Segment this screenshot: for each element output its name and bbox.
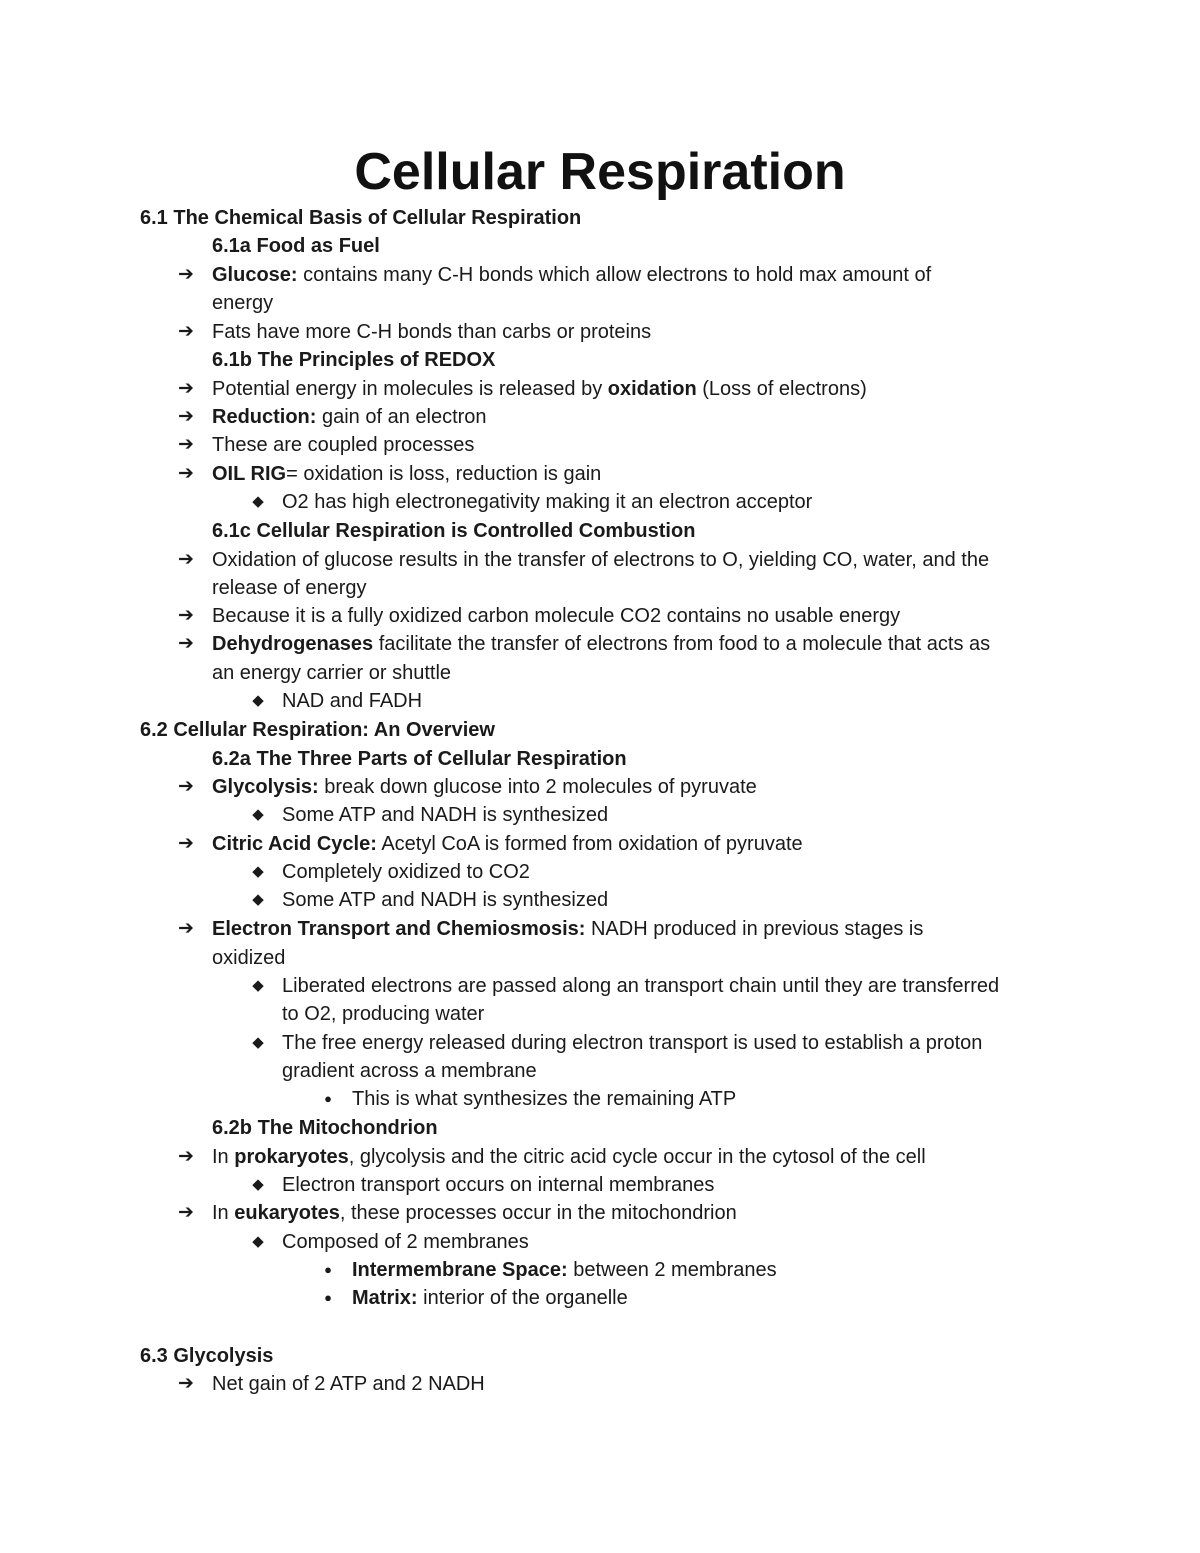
term-citric-acid-cycle: Citric Acid Cycle: (212, 833, 377, 855)
diamond-bullet-icon: ◆ (252, 1176, 264, 1193)
arrow-bullet-icon: ➔ (178, 1373, 194, 1394)
list-item-glucose-cont: energy (212, 292, 274, 314)
arrow-bullet-icon: ➔ (178, 463, 194, 484)
list-subitem-liberated-electrons-cont: to O2, producing water (282, 1003, 485, 1025)
list-subsubitem-remaining-atp: This is what synthesizes the remaining ATP (352, 1088, 737, 1110)
arrow-bullet-icon: ➔ (178, 605, 194, 626)
term-intermembrane-space: Intermembrane Space: (352, 1259, 568, 1281)
term-electron-transport: Electron Transport and Chemiosmosis: (212, 918, 586, 940)
subsection-heading-6-1b: 6.1b The Principles of REDOX (212, 349, 496, 371)
list-subitem-liberated-electrons: Liberated electrons are passed along an transport chain until they are transferred (282, 975, 1000, 997)
term-matrix: Matrix: (352, 1287, 418, 1309)
dot-bullet-icon: ● (324, 1091, 332, 1106)
term-glucose: Glucose: (212, 264, 298, 286)
subsection-heading-6-2a: 6.2a The Three Parts of Cellular Respiration (212, 748, 627, 770)
list-subitem-nad: NAD and FADH (282, 690, 423, 712)
list-subitem-internal-membranes: Electron transport occurs on internal membranes (282, 1174, 715, 1196)
term-reduction: Reduction: (212, 406, 317, 428)
list-item-oxidation-glucose-cont: release of energy (212, 577, 367, 599)
diamond-bullet-icon: ◆ (252, 806, 264, 823)
term-glycolysis: Glycolysis: (212, 776, 319, 798)
term-oil-rig: OIL RIG (212, 463, 287, 485)
term-prokaryotes: prokaryotes (234, 1146, 349, 1168)
list-subitem-two-membranes: Composed of 2 membranes (282, 1231, 529, 1253)
list-subitem-o2: O2 has high electronegativity making it an electron acceptor (282, 491, 813, 513)
arrow-bullet-icon: ➔ (178, 776, 194, 797)
subsection-heading-6-2b: 6.2b The Mitochondrion (212, 1117, 438, 1139)
list-item-citric-acid-cycle: Citric Acid Cycle: Acetyl CoA is formed from oxidation of pyruvate (212, 833, 803, 855)
diamond-bullet-icon: ◆ (252, 1233, 264, 1250)
dot-bullet-icon: ● (324, 1290, 332, 1305)
list-subitem-free-energy-cont: gradient across a membrane (282, 1060, 537, 1082)
list-item-fats: Fats have more C-H bonds than carbs or proteins (212, 321, 652, 343)
list-item-glucose: Glucose: contains many C-H bonds which allow electrons to hold max amount of (212, 264, 932, 286)
section-heading-6-3: 6.3 Glycolysis (140, 1345, 274, 1367)
subsection-heading-6-1c: 6.1c Cellular Respiration is Controlled Combustion (212, 520, 696, 542)
arrow-bullet-icon: ➔ (178, 633, 194, 654)
list-subitem-cac-co2: Completely oxidized to CO2 (282, 861, 530, 883)
diamond-bullet-icon: ◆ (252, 863, 264, 880)
arrow-bullet-icon: ➔ (178, 434, 194, 455)
list-subsubitem-matrix: Matrix: interior of the organelle (352, 1287, 628, 1309)
arrow-bullet-icon: ➔ (178, 918, 194, 939)
diamond-bullet-icon: ◆ (252, 1034, 264, 1051)
list-item-co2: Because it is a fully oxidized carbon molecule CO2 contains no usable energy (212, 605, 901, 627)
arrow-bullet-icon: ➔ (178, 321, 194, 342)
arrow-bullet-icon: ➔ (178, 549, 194, 570)
dot-bullet-icon: ● (324, 1262, 332, 1277)
page-title: Cellular Respiration (354, 143, 846, 201)
arrow-bullet-icon: ➔ (178, 1146, 194, 1167)
list-item-glycolysis: Glycolysis: break down glucose into 2 molecules of pyruvate (212, 776, 757, 798)
section-heading-6-1: 6.1 The Chemical Basis of Cellular Respiration (140, 207, 582, 229)
arrow-bullet-icon: ➔ (178, 264, 194, 285)
list-item-potential-energy: Potential energy in molecules is released by oxidation (Loss of electrons) (212, 378, 867, 400)
list-item-dehydrogenases-cont: an energy carrier or shuttle (212, 662, 452, 684)
list-item-electron-transport-cont: oxidized (212, 947, 286, 969)
list-subitem-glycolysis-atp: Some ATP and NADH is synthesized (282, 804, 609, 826)
subsection-heading-6-1a: 6.1a Food as Fuel (212, 235, 380, 257)
term-oxidation: oxidation (607, 378, 697, 400)
diamond-bullet-icon: ◆ (252, 977, 264, 994)
list-item-electron-transport: Electron Transport and Chemiosmosis: NADH produced in previous stages is (212, 918, 924, 940)
list-subitem-free-energy: The free energy released during electron transport is used to establish a proton (282, 1032, 983, 1054)
arrow-bullet-icon: ➔ (178, 378, 194, 399)
arrow-bullet-icon: ➔ (178, 406, 194, 427)
term-eukaryotes: eukaryotes (234, 1202, 340, 1224)
list-subitem-cac-atp: Some ATP and NADH is synthesized (282, 889, 609, 911)
diamond-bullet-icon: ◆ (252, 692, 264, 709)
list-item-oil-rig: OIL RIG= oxidation is loss, reduction is gain (212, 463, 602, 485)
list-item-net-gain: Net gain of 2 ATP and 2 NADH (212, 1373, 485, 1395)
list-item-dehydrogenases: Dehydrogenases facilitate the transfer of electrons from food to a molecule that acts as (212, 633, 991, 655)
list-item-reduction: Reduction: gain of an electron (212, 406, 487, 428)
diamond-bullet-icon: ◆ (252, 493, 264, 510)
diamond-bullet-icon: ◆ (252, 891, 264, 908)
section-heading-6-2: 6.2 Cellular Respiration: An Overview (140, 719, 495, 741)
list-item-eukaryotes: In eukaryotes, these processes occur in the mitochondrion (212, 1202, 737, 1224)
list-item-oxidation-glucose: Oxidation of glucose results in the transfer of electrons to O, yielding CO, water, and the (212, 549, 990, 571)
term-dehydrogenases: Dehydrogenases (212, 633, 374, 655)
list-item-coupled: These are coupled processes (212, 434, 475, 456)
arrow-bullet-icon: ➔ (178, 1202, 194, 1223)
arrow-bullet-icon: ➔ (178, 833, 194, 854)
list-item-prokaryotes: In prokaryotes, glycolysis and the citric acid cycle occur in the cytosol of the cell (212, 1146, 926, 1168)
list-subsubitem-intermembrane-space: Intermembrane Space: between 2 membranes (352, 1259, 777, 1281)
